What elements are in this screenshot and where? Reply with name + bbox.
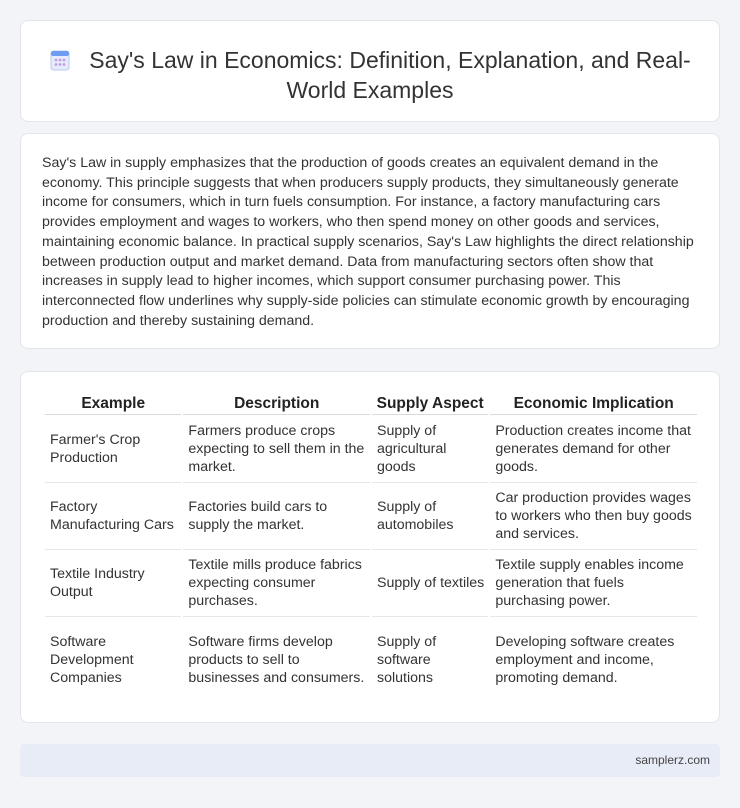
table-row xyxy=(45,617,697,703)
page-title-block xyxy=(21,45,719,105)
table-row xyxy=(45,483,697,550)
cell-supply-aspect: Supply of textiles xyxy=(372,550,488,617)
header-description: Description xyxy=(183,393,370,415)
cell-example: Farmer's Crop Production xyxy=(45,415,181,483)
cell-example: Factory Manufacturing Cars xyxy=(45,483,181,550)
intro-card xyxy=(20,133,720,349)
footer-bar xyxy=(20,744,720,777)
cell-description: Textile mills produce fabrics expecting consumer purchases. xyxy=(183,550,370,617)
table-row xyxy=(45,415,697,483)
header-supply-aspect: Supply Aspect xyxy=(372,393,488,415)
table-row xyxy=(45,550,697,617)
cell-example: Textile Industry Output xyxy=(45,550,181,617)
cell-description: Factories build cars to supply the market. xyxy=(183,483,370,550)
page-title: Say's Law in Economics: Definition, Explanation, and Real-World Examples xyxy=(89,47,691,103)
table-header-row xyxy=(45,393,697,415)
title-card xyxy=(20,20,720,122)
intro-paragraph: Say's Law in supply emphasizes that the production of goods creates an equivalent demand in the economy. This principle suggests that when producers supply products, they simultaneously generate income for consumers, which in turn fuels consumption. For instance, a factory manufacturing cars provides employment and wages to workers, who then spend money on other goods and services, maintaining economic balance. In practical supply scenarios, Say's Law highlights the direct relationship between production output and market demand. Data from manufacturing sectors often show that increases in supply lead to higher incomes, which support consumer purchasing power. This interconnected flow underlines why supply-side policies can stimulate economic growth by encouraging production and thereby sustaining demand. xyxy=(42,155,694,329)
cell-supply-aspect: Supply of automobiles xyxy=(372,483,488,550)
footer-site-link[interactable]: samplerz.com xyxy=(635,753,710,767)
header-example: Example xyxy=(45,393,181,415)
cell-economic-implication: Car production provides wages to workers who then buy goods and services. xyxy=(490,483,697,550)
cell-supply-aspect: Supply of agricultural goods xyxy=(372,415,488,483)
spreadsheet-icon xyxy=(49,49,71,71)
header-economic-implication: Economic Implication xyxy=(490,393,697,415)
cell-economic-implication: Production creates income that generates demand for other goods. xyxy=(490,415,697,483)
cell-example: Software Development Companies xyxy=(50,634,134,686)
cell-description: Software firms develop products to sell to businesses and consumers. xyxy=(188,634,365,686)
cell-economic-implication: Developing software creates employment and income, promoting demand. xyxy=(495,634,675,686)
cell-supply-aspect: Supply of software solutions xyxy=(376,634,437,686)
examples-table-card xyxy=(20,371,720,723)
cell-description: Farmers produce crops expecting to sell them in the market. xyxy=(183,415,370,483)
cell-economic-implication: Textile supply enables income generation that fuels purchasing power. xyxy=(490,550,697,617)
examples-table xyxy=(43,393,699,703)
